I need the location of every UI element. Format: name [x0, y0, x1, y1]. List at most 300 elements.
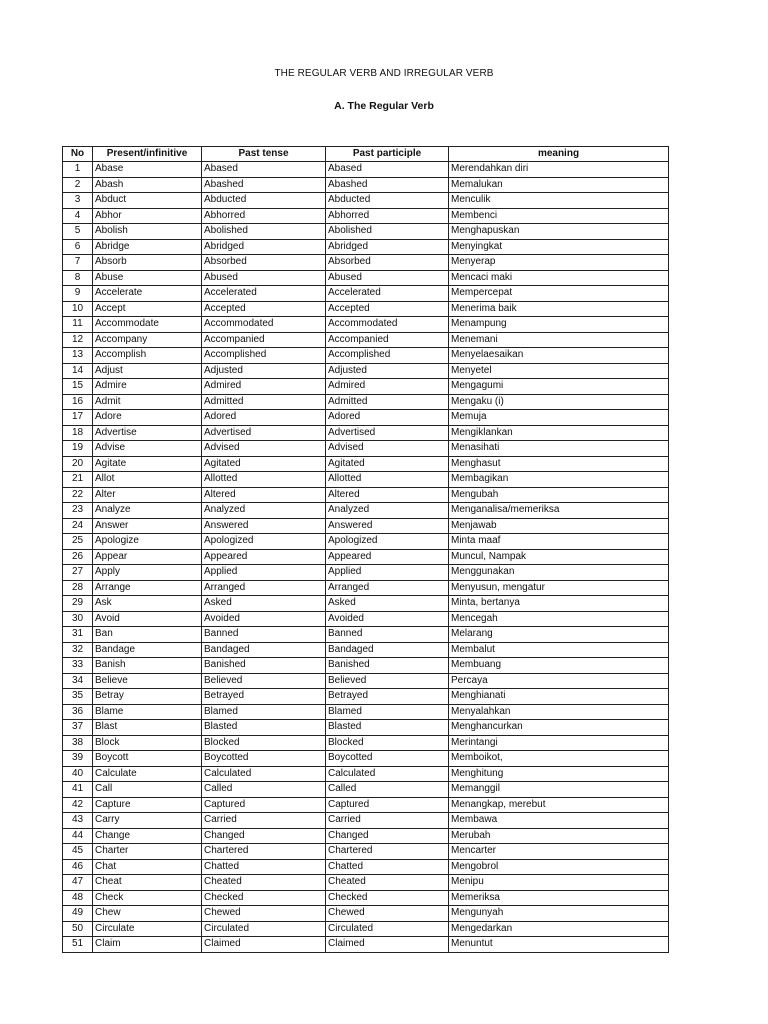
header-past-participle: Past participle: [326, 147, 449, 162]
cell-present: Bandage: [93, 642, 202, 658]
cell-past-participle: Blocked: [326, 735, 449, 751]
cell-past-participle: Chatted: [326, 859, 449, 875]
cell-present: Carry: [93, 813, 202, 829]
cell-past-tense: Boycotted: [202, 751, 326, 767]
cell-no: 11: [63, 317, 93, 333]
table-row: [63, 239, 669, 255]
cell-meaning: Memalukan: [449, 177, 669, 193]
cell-present: Abuse: [93, 270, 202, 286]
cell-past-participle: Altered: [326, 487, 449, 503]
cell-present: Accomplish: [93, 348, 202, 364]
table-row: [63, 472, 669, 488]
cell-present: Circulate: [93, 921, 202, 937]
cell-past-participle: Betrayed: [326, 689, 449, 705]
cell-present: Accompany: [93, 332, 202, 348]
cell-past-participle: Absorbed: [326, 255, 449, 271]
table-row: [63, 782, 669, 798]
cell-meaning: Membawa: [449, 813, 669, 829]
cell-past-tense: Blasted: [202, 720, 326, 736]
cell-past-tense: Accompanied: [202, 332, 326, 348]
cell-no: 19: [63, 441, 93, 457]
cell-present: Abhor: [93, 208, 202, 224]
cell-no: 16: [63, 394, 93, 410]
cell-meaning: Merubah: [449, 828, 669, 844]
cell-present: Banish: [93, 658, 202, 674]
cell-past-tense: Cheated: [202, 875, 326, 891]
cell-meaning: Menggunakan: [449, 565, 669, 581]
table-row: [63, 425, 669, 441]
table-row: [63, 503, 669, 519]
cell-past-participle: Called: [326, 782, 449, 798]
table-row: [63, 596, 669, 612]
cell-past-tense: Avoided: [202, 611, 326, 627]
table-row: [63, 363, 669, 379]
cell-present: Accept: [93, 301, 202, 317]
cell-past-participle: Accomplished: [326, 348, 449, 364]
cell-meaning: Menyelaesaikan: [449, 348, 669, 364]
table-row: [63, 720, 669, 736]
cell-past-tense: Believed: [202, 673, 326, 689]
table-row: [63, 549, 669, 565]
cell-past-participle: Blasted: [326, 720, 449, 736]
cell-past-participle: Accelerated: [326, 286, 449, 302]
cell-meaning: Memuja: [449, 410, 669, 426]
table-row: [63, 813, 669, 829]
cell-past-tense: Advised: [202, 441, 326, 457]
cell-present: Block: [93, 735, 202, 751]
cell-present: Call: [93, 782, 202, 798]
cell-present: Blast: [93, 720, 202, 736]
cell-no: 9: [63, 286, 93, 302]
cell-past-tense: Chewed: [202, 906, 326, 922]
cell-no: 14: [63, 363, 93, 379]
table-row: [63, 766, 669, 782]
cell-past-tense: Apologized: [202, 534, 326, 550]
table-row: [63, 844, 669, 860]
cell-meaning: Merintangi: [449, 735, 669, 751]
cell-past-tense: Changed: [202, 828, 326, 844]
cell-meaning: Mengubah: [449, 487, 669, 503]
cell-past-tense: Arranged: [202, 580, 326, 596]
cell-past-tense: Checked: [202, 890, 326, 906]
cell-no: 4: [63, 208, 93, 224]
cell-present: Claim: [93, 937, 202, 953]
table-row: [63, 875, 669, 891]
cell-no: 1: [63, 162, 93, 178]
cell-no: 20: [63, 456, 93, 472]
cell-past-tense: Banished: [202, 658, 326, 674]
cell-past-tense: Abducted: [202, 193, 326, 209]
cell-no: 22: [63, 487, 93, 503]
cell-no: 34: [63, 673, 93, 689]
cell-past-tense: Analyzed: [202, 503, 326, 519]
cell-meaning: Membenci: [449, 208, 669, 224]
cell-meaning: Menipu: [449, 875, 669, 891]
cell-past-participle: Admired: [326, 379, 449, 395]
cell-present: Abolish: [93, 224, 202, 240]
cell-present: Abridge: [93, 239, 202, 255]
table-row: [63, 193, 669, 209]
table-row: [63, 611, 669, 627]
cell-past-tense: Abused: [202, 270, 326, 286]
cell-past-participle: Accompanied: [326, 332, 449, 348]
cell-present: Check: [93, 890, 202, 906]
cell-present: Arrange: [93, 580, 202, 596]
cell-meaning: Mencarter: [449, 844, 669, 860]
cell-meaning: Membuang: [449, 658, 669, 674]
cell-no: 8: [63, 270, 93, 286]
cell-present: Change: [93, 828, 202, 844]
cell-meaning: Menerima baik: [449, 301, 669, 317]
cell-no: 27: [63, 565, 93, 581]
cell-past-participle: Accommodated: [326, 317, 449, 333]
cell-present: Apply: [93, 565, 202, 581]
cell-meaning: Menyalahkan: [449, 704, 669, 720]
cell-past-tense: Abhorred: [202, 208, 326, 224]
cell-no: 17: [63, 410, 93, 426]
cell-meaning: Mengaku (i): [449, 394, 669, 410]
cell-meaning: Mengunyah: [449, 906, 669, 922]
cell-present: Charter: [93, 844, 202, 860]
cell-no: 26: [63, 549, 93, 565]
table-row: [63, 859, 669, 875]
cell-meaning: Menghapuskan: [449, 224, 669, 240]
table-row: [63, 689, 669, 705]
table-row: [63, 565, 669, 581]
cell-past-participle: Abolished: [326, 224, 449, 240]
table-row: [63, 627, 669, 643]
document-title: THE REGULAR VERB AND IRREGULAR VERB: [274, 68, 494, 79]
cell-present: Abase: [93, 162, 202, 178]
table-row: [63, 828, 669, 844]
table-row: [63, 394, 669, 410]
cell-past-participle: Avoided: [326, 611, 449, 627]
cell-no: 50: [63, 921, 93, 937]
cell-present: Advertise: [93, 425, 202, 441]
cell-meaning: Memboikot,: [449, 751, 669, 767]
cell-meaning: Menghitung: [449, 766, 669, 782]
cell-past-participle: Arranged: [326, 580, 449, 596]
cell-meaning: Membalut: [449, 642, 669, 658]
cell-no: 2: [63, 177, 93, 193]
cell-past-participle: Carried: [326, 813, 449, 829]
cell-meaning: Menculik: [449, 193, 669, 209]
cell-past-participle: Advised: [326, 441, 449, 457]
cell-meaning: Mengiklankan: [449, 425, 669, 441]
table-row: [63, 673, 669, 689]
cell-meaning: Menyerap: [449, 255, 669, 271]
cell-past-tense: Absorbed: [202, 255, 326, 271]
cell-no: 13: [63, 348, 93, 364]
cell-past-tense: Abashed: [202, 177, 326, 193]
cell-past-participle: Admitted: [326, 394, 449, 410]
cell-past-tense: Bandaged: [202, 642, 326, 658]
cell-past-participle: Changed: [326, 828, 449, 844]
cell-past-participle: Blamed: [326, 704, 449, 720]
cell-no: 36: [63, 704, 93, 720]
cell-past-participle: Adored: [326, 410, 449, 426]
cell-present: Boycott: [93, 751, 202, 767]
table-header-row: [63, 147, 669, 162]
header-past-tense: Past tense: [202, 147, 326, 162]
cell-meaning: Menganalisa/memeriksa: [449, 503, 669, 519]
cell-no: 23: [63, 503, 93, 519]
cell-present: Adore: [93, 410, 202, 426]
cell-present: Accelerate: [93, 286, 202, 302]
cell-present: Abduct: [93, 193, 202, 209]
cell-no: 35: [63, 689, 93, 705]
cell-past-tense: Claimed: [202, 937, 326, 953]
table-row: [63, 487, 669, 503]
table-row: [63, 208, 669, 224]
table-row: [63, 255, 669, 271]
cell-no: 7: [63, 255, 93, 271]
table-row: [63, 410, 669, 426]
cell-no: 45: [63, 844, 93, 860]
cell-meaning: Menghianati: [449, 689, 669, 705]
table-row: [63, 580, 669, 596]
table-row: [63, 797, 669, 813]
cell-no: 31: [63, 627, 93, 643]
cell-past-tense: Accepted: [202, 301, 326, 317]
cell-no: 18: [63, 425, 93, 441]
cell-meaning: Memanggil: [449, 782, 669, 798]
cell-past-participle: Answered: [326, 518, 449, 534]
cell-past-participle: Abducted: [326, 193, 449, 209]
cell-meaning: Minta, bertanya: [449, 596, 669, 612]
cell-meaning: Menyetel: [449, 363, 669, 379]
cell-past-participle: Allotted: [326, 472, 449, 488]
cell-present: Capture: [93, 797, 202, 813]
cell-past-tense: Calculated: [202, 766, 326, 782]
cell-no: 29: [63, 596, 93, 612]
cell-meaning: Menampung: [449, 317, 669, 333]
cell-past-participle: Cheated: [326, 875, 449, 891]
cell-past-tense: Advertised: [202, 425, 326, 441]
cell-past-tense: Captured: [202, 797, 326, 813]
cell-past-tense: Accommodated: [202, 317, 326, 333]
table-row: [63, 751, 669, 767]
cell-no: 51: [63, 937, 93, 953]
cell-no: 25: [63, 534, 93, 550]
cell-no: 21: [63, 472, 93, 488]
cell-present: Agitate: [93, 456, 202, 472]
cell-present: Appear: [93, 549, 202, 565]
section-title: A. The Regular Verb: [334, 100, 434, 112]
cell-no: 32: [63, 642, 93, 658]
cell-present: Adjust: [93, 363, 202, 379]
table-row: [63, 518, 669, 534]
cell-present: Ban: [93, 627, 202, 643]
cell-no: 41: [63, 782, 93, 798]
table-row: [63, 534, 669, 550]
cell-no: 46: [63, 859, 93, 875]
cell-past-participle: Abused: [326, 270, 449, 286]
header-meaning: meaning: [449, 147, 669, 162]
table-row: [63, 642, 669, 658]
cell-past-tense: Asked: [202, 596, 326, 612]
cell-past-tense: Chartered: [202, 844, 326, 860]
cell-no: 33: [63, 658, 93, 674]
table-row: [63, 162, 669, 178]
table-row: [63, 286, 669, 302]
cell-past-tense: Answered: [202, 518, 326, 534]
cell-meaning: Merendahkan diri: [449, 162, 669, 178]
cell-past-tense: Appeared: [202, 549, 326, 565]
table-row: [63, 332, 669, 348]
cell-no: 44: [63, 828, 93, 844]
cell-meaning: Menasihati: [449, 441, 669, 457]
cell-past-tense: Abridged: [202, 239, 326, 255]
cell-present: Analyze: [93, 503, 202, 519]
table-row: [63, 704, 669, 720]
cell-present: Absorb: [93, 255, 202, 271]
cell-past-tense: Circulated: [202, 921, 326, 937]
cell-past-tense: Abolished: [202, 224, 326, 240]
table-row: [63, 937, 669, 953]
cell-past-participle: Boycotted: [326, 751, 449, 767]
cell-present: Blame: [93, 704, 202, 720]
cell-past-participle: Chewed: [326, 906, 449, 922]
cell-no: 40: [63, 766, 93, 782]
cell-past-participle: Advertised: [326, 425, 449, 441]
cell-past-participle: Abashed: [326, 177, 449, 193]
cell-present: Believe: [93, 673, 202, 689]
table-row: [63, 906, 669, 922]
cell-past-tense: Banned: [202, 627, 326, 643]
cell-meaning: Menangkap, merebut: [449, 797, 669, 813]
cell-no: 42: [63, 797, 93, 813]
cell-present: Chat: [93, 859, 202, 875]
cell-no: 30: [63, 611, 93, 627]
cell-meaning: Menyingkat: [449, 239, 669, 255]
cell-present: Calculate: [93, 766, 202, 782]
cell-meaning: Percaya: [449, 673, 669, 689]
verb-table: [62, 146, 669, 953]
cell-no: 38: [63, 735, 93, 751]
cell-present: Accommodate: [93, 317, 202, 333]
cell-no: 28: [63, 580, 93, 596]
cell-no: 37: [63, 720, 93, 736]
cell-past-tense: Chatted: [202, 859, 326, 875]
cell-present: Betray: [93, 689, 202, 705]
table-row: [63, 921, 669, 937]
cell-past-participle: Checked: [326, 890, 449, 906]
cell-present: Abash: [93, 177, 202, 193]
cell-past-participle: Calculated: [326, 766, 449, 782]
cell-past-participle: Analyzed: [326, 503, 449, 519]
cell-no: 3: [63, 193, 93, 209]
header-present-infinitive: Present/infinitive: [93, 147, 202, 162]
cell-meaning: Minta maaf: [449, 534, 669, 550]
cell-past-participle: Claimed: [326, 937, 449, 953]
cell-past-participle: Banished: [326, 658, 449, 674]
cell-past-participle: Abridged: [326, 239, 449, 255]
cell-meaning: Mengagumi: [449, 379, 669, 395]
cell-past-participle: Applied: [326, 565, 449, 581]
cell-past-tense: Accomplished: [202, 348, 326, 364]
cell-present: Admire: [93, 379, 202, 395]
cell-meaning: Menjawab: [449, 518, 669, 534]
cell-meaning: Melarang: [449, 627, 669, 643]
cell-meaning: Mencegah: [449, 611, 669, 627]
cell-no: 47: [63, 875, 93, 891]
cell-no: 43: [63, 813, 93, 829]
cell-past-participle: Banned: [326, 627, 449, 643]
header-no: No: [63, 147, 93, 162]
cell-past-participle: Apologized: [326, 534, 449, 550]
cell-past-participle: Accepted: [326, 301, 449, 317]
cell-past-participle: Appeared: [326, 549, 449, 565]
cell-past-tense: Blocked: [202, 735, 326, 751]
cell-meaning: Menemani: [449, 332, 669, 348]
cell-meaning: Muncul, Nampak: [449, 549, 669, 565]
cell-past-participle: Abhorred: [326, 208, 449, 224]
table-row: [63, 735, 669, 751]
cell-past-participle: Captured: [326, 797, 449, 813]
cell-meaning: Mencaci maki: [449, 270, 669, 286]
cell-no: 48: [63, 890, 93, 906]
cell-present: Cheat: [93, 875, 202, 891]
cell-present: Ask: [93, 596, 202, 612]
cell-past-tense: Carried: [202, 813, 326, 829]
cell-present: Alter: [93, 487, 202, 503]
table-row: [63, 301, 669, 317]
cell-past-tense: Adored: [202, 410, 326, 426]
cell-past-tense: Admitted: [202, 394, 326, 410]
cell-past-tense: Betrayed: [202, 689, 326, 705]
table-row: [63, 270, 669, 286]
cell-present: Answer: [93, 518, 202, 534]
cell-meaning: Mengedarkan: [449, 921, 669, 937]
cell-past-tense: Accelerated: [202, 286, 326, 302]
cell-past-tense: Applied: [202, 565, 326, 581]
cell-past-participle: Agitated: [326, 456, 449, 472]
cell-past-participle: Abased: [326, 162, 449, 178]
cell-no: 12: [63, 332, 93, 348]
table-row: [63, 348, 669, 364]
cell-meaning: Menghancurkan: [449, 720, 669, 736]
cell-past-tense: Admired: [202, 379, 326, 395]
cell-present: Chew: [93, 906, 202, 922]
cell-no: 10: [63, 301, 93, 317]
cell-past-tense: Agitated: [202, 456, 326, 472]
cell-meaning: Menuntut: [449, 937, 669, 953]
cell-meaning: Mempercepat: [449, 286, 669, 302]
cell-meaning: Mengobrol: [449, 859, 669, 875]
cell-present: Allot: [93, 472, 202, 488]
cell-past-participle: Asked: [326, 596, 449, 612]
cell-past-participle: Believed: [326, 673, 449, 689]
cell-past-tense: Adjusted: [202, 363, 326, 379]
table-row: [63, 658, 669, 674]
cell-meaning: Membagikan: [449, 472, 669, 488]
cell-no: 6: [63, 239, 93, 255]
cell-past-tense: Called: [202, 782, 326, 798]
cell-present: Apologize: [93, 534, 202, 550]
cell-past-participle: Chartered: [326, 844, 449, 860]
cell-no: 49: [63, 906, 93, 922]
table-row: [63, 456, 669, 472]
table-row: [63, 317, 669, 333]
cell-past-tense: Abased: [202, 162, 326, 178]
cell-past-participle: Circulated: [326, 921, 449, 937]
cell-meaning: Menyusun, mengatur: [449, 580, 669, 596]
cell-past-tense: Altered: [202, 487, 326, 503]
cell-meaning: Memeriksa: [449, 890, 669, 906]
table-row: [63, 441, 669, 457]
cell-past-participle: Bandaged: [326, 642, 449, 658]
